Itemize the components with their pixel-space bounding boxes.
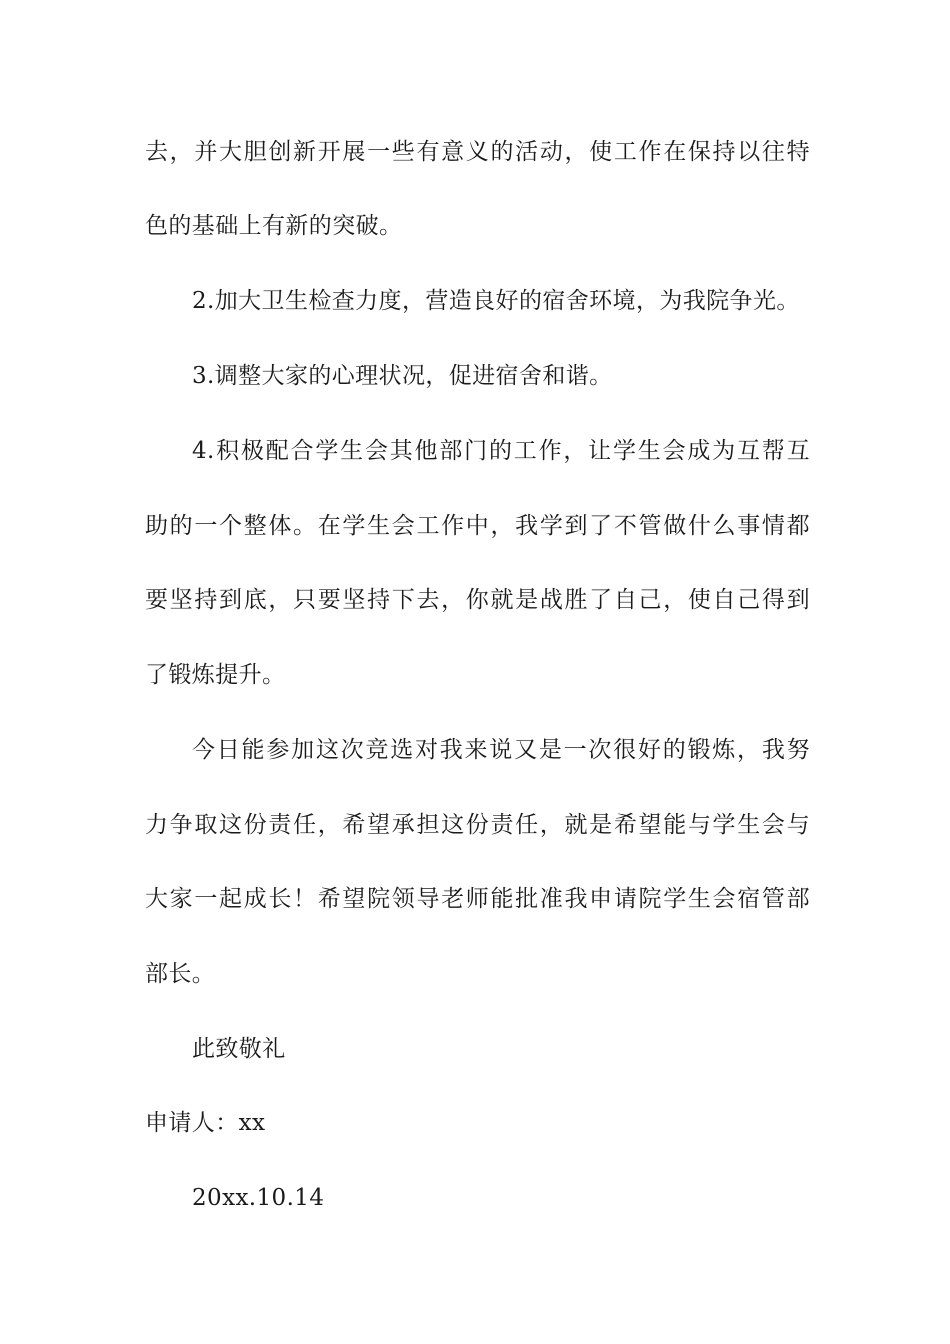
text-line-10: 力争取这份责任，希望承担这份责任，就是希望能与学生会与 [145, 812, 810, 838]
date-line: 20xx.10.14 [192, 1185, 325, 1211]
text-line-2: 色的基础上有新的突破。 [145, 213, 403, 239]
list-item-3: 3.调整大家的心理状况，促进宿舍和谐。 [192, 363, 613, 389]
text-line-6: 助的一个整体。在学生会工作中，我学到了不管做什么事情都 [145, 513, 810, 539]
paragraph-start: 今日能参加这次竞选对我来说又是一次很好的锻炼，我努 [192, 737, 810, 763]
text-line-11: 大家一起成长！希望院领导老师能批准我申请院学生会宿管部 [145, 886, 810, 912]
list-item-4: 4.积极配合学生会其他部门的工作，让学生会成为互帮互 [192, 438, 810, 464]
text-line-12: 部长。 [145, 961, 216, 987]
text-line-8: 了锻炼提升。 [145, 662, 286, 688]
text-line-1: 去，并大胆创新开展一些有意义的活动，使工作在保持以往特 [145, 139, 810, 165]
closing-salutation: 此致敬礼 [192, 1036, 286, 1062]
text-line-7: 要坚持到底，只要坚持下去，你就是战胜了自己，使自己得到 [145, 587, 810, 613]
list-item-2: 2.加大卫生检查力度，营造良好的宿舍环境，为我院争光。 [192, 288, 800, 314]
applicant-signature: 申请人：xx [145, 1110, 266, 1136]
